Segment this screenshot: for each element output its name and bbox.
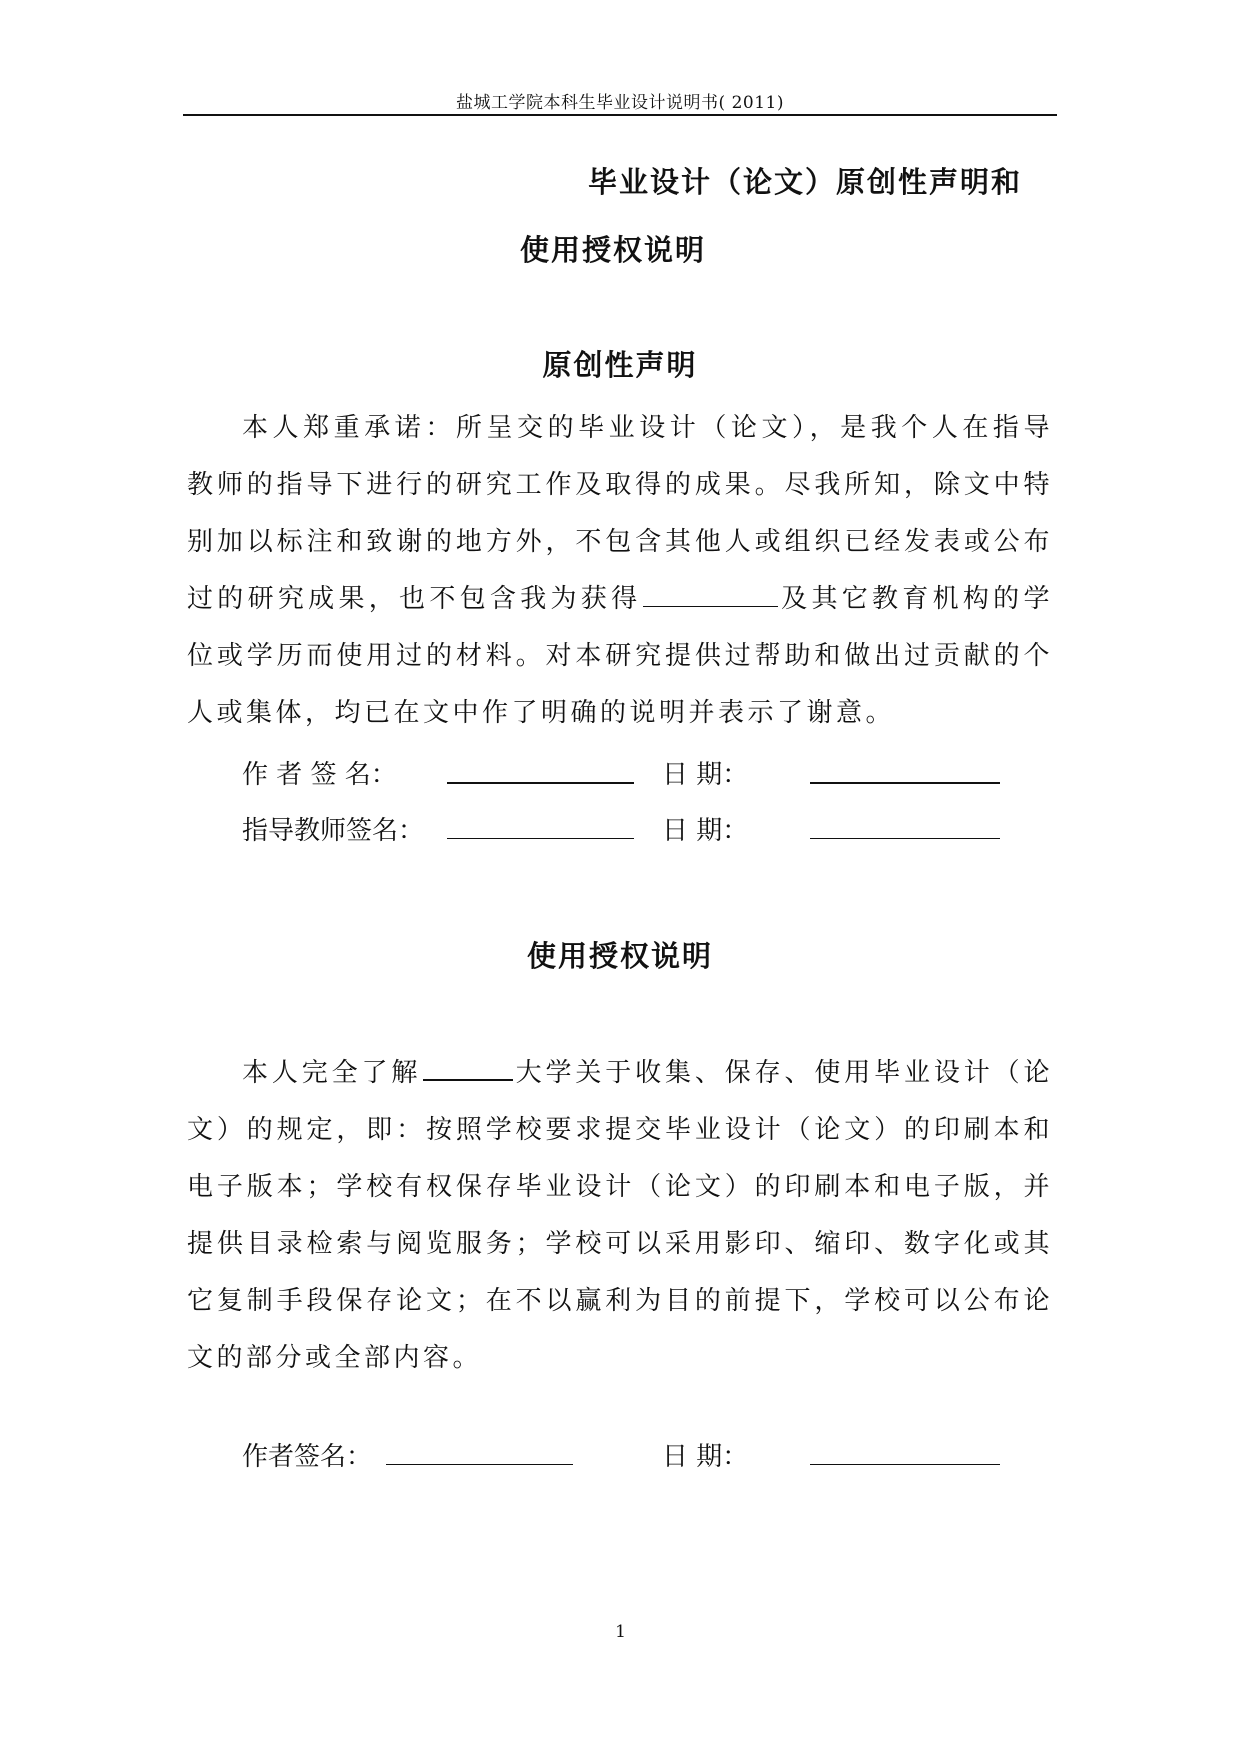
author-date-field[interactable] — [810, 754, 1000, 784]
authorization-text-part1: 本人完全了解 — [242, 1058, 422, 1088]
advisor-signature-label: 指导教师签名： — [242, 816, 425, 846]
document-title: 毕业设计（论文）原创性声明和 — [588, 165, 1023, 199]
authorization-author-field[interactable] — [386, 1436, 573, 1465]
author-signature-row — [242, 754, 1062, 794]
authorization-signature-row — [242, 1436, 1062, 1476]
author-date-label: 日 期： — [662, 760, 749, 790]
page-number: 1 — [615, 1622, 626, 1642]
originality-paragraph — [187, 400, 1053, 742]
page-header: 盐城工学院本科生毕业设计说明书( 2011) — [456, 93, 784, 113]
advisor-date-label: 日 期： — [662, 816, 749, 846]
advisor-signature-row — [242, 810, 1062, 850]
authorization-heading: 使用授权说明 — [526, 939, 713, 973]
author-signature-field[interactable] — [447, 754, 634, 784]
header-divider — [183, 114, 1057, 116]
authorization-paragraph — [187, 1045, 1053, 1387]
author-signature-label: 作 者 签 名： — [242, 760, 397, 790]
originality-text-part1: 本人郑重承诺：所呈交的毕业设计（论文），是我个人在指导教师的指导下进行的研究工作及取得的成果。尽我所知，除文中特别加以标注和致谢的地方外，不包含其他人或组织已经发表或公布过的研究成果，也不包含我为获得 — [187, 413, 1053, 614]
authorization-date-label: 日 期： — [662, 1442, 749, 1472]
document-title-continued: 使用授权说明 — [520, 233, 707, 267]
authorization-author-label: 作者签名： — [242, 1442, 373, 1472]
originality-heading: 原创性声明 — [542, 348, 698, 382]
advisor-signature-field[interactable] — [447, 810, 634, 839]
authorization-text-part2: 大学关于收集、保存、使用毕业设计（论文）的规定，即：按照学校要求提交毕业设计（论文）的印刷本和电子版本；学校有权保存毕业设计（论文）的印刷本和电子版，并提供目录检索与阅览服务；学校可以采用影印、缩印、数字化或其它复制手段保存论文；在不以赢利为目的前提下，学校可以公布论文的部分或全部内容。 — [187, 1058, 1053, 1373]
degree-blank-field[interactable] — [643, 584, 778, 607]
originality-text-part2: 及其它教育机构的学位或学历而使用过的材料。对本研究提供过帮助和做出过贡献的个人或集体，均已在文中作了明确的说明并表示了谢意。 — [187, 584, 1053, 728]
advisor-date-field[interactable] — [810, 810, 1000, 839]
university-blank-field[interactable] — [423, 1057, 513, 1081]
authorization-date-field[interactable] — [810, 1436, 1000, 1465]
